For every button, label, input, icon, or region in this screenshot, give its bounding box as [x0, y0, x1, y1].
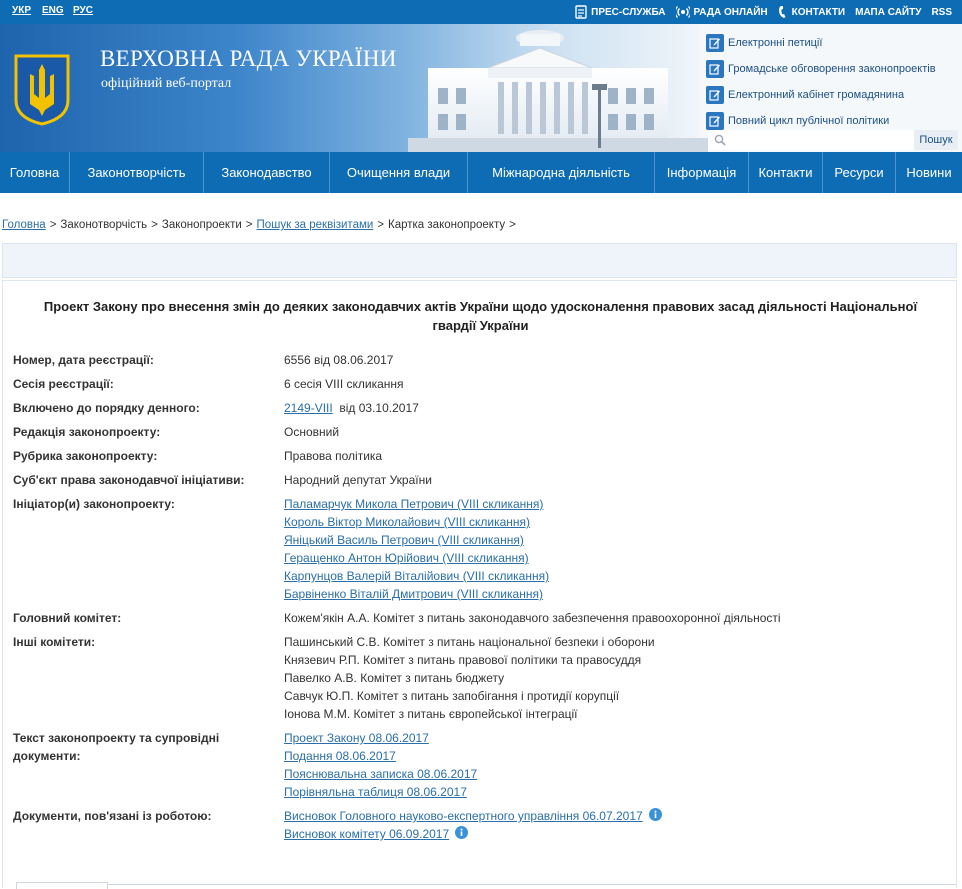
top-bar: [0, 0, 962, 24]
search-bar: [708, 130, 958, 150]
edition-value: Основний: [284, 425, 340, 439]
breadcrumb-separator: >: [245, 219, 253, 231]
lang-ukr[interactable]: УКР: [12, 5, 31, 16]
rubric-value: Правова політика: [284, 449, 383, 463]
bill-card: [2, 280, 957, 888]
public-discussion-link[interactable]: [706, 56, 956, 82]
committee-item: Іонова М.М. Комітет з питань європейської інтеграції: [284, 707, 578, 721]
rada-online-link[interactable]: [676, 5, 768, 19]
document-link[interactable]: Порівняльна таблиця 08.06.2017: [284, 785, 467, 799]
other-committees-label: Інші комітети:: [13, 635, 96, 649]
header-banner: [0, 24, 962, 152]
breadcrumb-separator: >: [151, 219, 158, 231]
main-nav: [0, 152, 962, 193]
related-item: [284, 825, 924, 843]
public-discussion-label: Громадське обговорення законопроектів: [728, 63, 936, 75]
nav-international[interactable]: Міжнародна діяльність: [468, 152, 655, 193]
lang-eng[interactable]: ENG: [42, 5, 64, 16]
document-link[interactable]: Проект Закону 08.06.2017: [284, 731, 429, 745]
texts-label-line: документи:: [13, 749, 81, 763]
committee-item: Савчук Ю.П. Комітет з питань запобігання і протидії корупції: [284, 689, 620, 703]
press-service-label: ПРЕС-СЛУЖБА: [591, 6, 666, 18]
agenda-link[interactable]: 2149-VIII: [284, 401, 333, 415]
registration-label: Номер, дата реєстрації:: [13, 353, 154, 367]
edition-label: Редакція законопроекту:: [13, 425, 161, 439]
broadcast-icon: [676, 5, 690, 19]
committee-item: Пашинський С.В. Комітет з питань національної безпеки і оборони: [284, 635, 655, 649]
breadcrumb-search[interactable]: Пошук за реквізитами: [256, 219, 374, 231]
e-petitions-link[interactable]: [706, 30, 956, 56]
info-icon[interactable]: [649, 808, 662, 821]
edit-icon: [706, 86, 724, 104]
bottom-tabs-edge: [16, 884, 956, 889]
site-subtitle: офіційний веб-портал: [101, 76, 232, 91]
committee-item: Павелко А.В. Комітет з питань бюджету: [284, 671, 505, 685]
e-petitions-label: Електронні петиції: [728, 37, 823, 49]
breadcrumb-separator: >: [49, 219, 57, 231]
nav-information[interactable]: Інформація: [655, 152, 749, 193]
info-icon[interactable]: [455, 826, 468, 839]
document-link[interactable]: Пояснювальна записка 08.06.2017: [284, 767, 478, 781]
related-item: [284, 807, 924, 825]
top-links: [575, 0, 952, 24]
session-value: 6 сесія VIII скликання: [284, 377, 404, 391]
nav-lustration[interactable]: Очищення влади: [330, 152, 468, 193]
document-icon: [575, 5, 587, 19]
initiator-link[interactable]: Карпунцов Валерій Віталійович (VIII скликання): [284, 569, 550, 583]
nav-resources[interactable]: Ресурси: [823, 152, 896, 193]
initiator-link[interactable]: Король Віктор Миколайович (VIII скликання): [284, 515, 531, 529]
coat-of-arms-icon[interactable]: [14, 54, 70, 126]
rada-online-label: РАДА ОНЛАЙН: [693, 6, 768, 18]
breadcrumb-lawmaking: Законотворчість: [60, 219, 148, 231]
other-committees-list: [284, 633, 924, 723]
rss-label: RSS: [931, 6, 952, 18]
texts-label-line: Текст законопроекту та супровідні: [13, 731, 220, 745]
initiator-link[interactable]: Яніцький Василь Петрович (VIII скликання): [284, 533, 524, 547]
parliament-building-image: [408, 28, 708, 152]
related-list: [284, 807, 924, 843]
main-committee-value: Кожем'якін А.А. Комітет з питань законодавчого забезпечення правоохоронної діяльності: [284, 611, 781, 625]
breadcrumb-card: Картка законопроекту: [388, 219, 506, 231]
agenda-date: від 03.10.2017: [339, 401, 419, 415]
subject-label: Суб'єкт права законодавчої ініціативи:: [13, 473, 245, 487]
nav-news[interactable]: Новини: [906, 165, 952, 180]
nav-home[interactable]: Головна: [0, 152, 70, 193]
policy-cycle-label: Повний цикл публічної політики: [728, 115, 890, 127]
related-doc-link[interactable]: Висновок комітету 06.09.2017: [284, 827, 450, 841]
rubric-label: Рубрика законопроекту:: [13, 449, 158, 463]
rss-link[interactable]: [931, 7, 952, 18]
sitemap-label: МАПА САЙТУ: [855, 6, 922, 18]
initiator-link[interactable]: Паламарчук Микола Петрович (VIII скликання): [284, 497, 544, 511]
session-label: Сесія реєстрації:: [13, 377, 114, 391]
related-doc-link[interactable]: Висновок Головного науково-експертного управління 06.07.2017: [284, 809, 643, 823]
nav-contacts[interactable]: Контакти: [749, 152, 823, 193]
main-committee-label: Головний комітет:: [13, 611, 122, 625]
search-field: [708, 130, 914, 150]
breadcrumb-bills: Законопроекти: [161, 219, 242, 231]
phone-icon: [778, 5, 788, 19]
content-header-panel: [2, 243, 957, 278]
edit-icon: [706, 112, 724, 130]
agenda-label: Включено до порядку денного:: [13, 401, 200, 415]
registration-value: 6556 від 08.06.2017: [284, 353, 394, 367]
committee-item: Князевич Р.П. Комітет з питань правової політики та правосуддя: [284, 653, 642, 667]
initiator-link[interactable]: Барвіненко Віталій Дмитрович (VIII скликання): [284, 587, 543, 601]
related-label: Документи, пов'язані із роботою:: [13, 809, 212, 823]
breadcrumb-separator: >: [377, 219, 385, 231]
site-title[interactable]: ВЕРХОВНА РАДА УКРАЇНИ: [100, 46, 397, 71]
search-button[interactable]: Пошук: [914, 130, 958, 150]
contacts-label: КОНТАКТИ: [791, 6, 846, 18]
subject-value: Народний депутат України: [284, 473, 432, 487]
initiators-list: [284, 495, 924, 603]
external-services: [706, 30, 956, 134]
edit-icon: [706, 34, 724, 52]
document-link[interactable]: Подання 08.06.2017: [284, 749, 396, 763]
citizen-cabinet-label: Електронний кабінет громадянина: [728, 89, 905, 101]
breadcrumb: [2, 219, 520, 231]
bill-title: Проект Закону про внесення змін до деяких законодавчих актів України щодо удосконалення правових засад діяльності Національної гвардії України: [43, 299, 918, 333]
search-input[interactable]: [708, 130, 914, 150]
press-service-link[interactable]: [575, 5, 665, 19]
initiator-link[interactable]: Геращенко Антон Юрійович (VIII скликання): [284, 551, 529, 565]
texts-list: [284, 729, 924, 801]
sitemap-link[interactable]: [855, 7, 921, 18]
search-icon: [714, 134, 726, 146]
breadcrumb-home[interactable]: Головна: [2, 219, 46, 231]
citizen-cabinet-link[interactable]: [706, 82, 956, 108]
edit-icon: [706, 60, 724, 78]
agenda-value: [284, 399, 924, 417]
contacts-link[interactable]: [778, 5, 845, 19]
initiators-label: Ініціатор(и) законопроекту:: [13, 497, 175, 511]
nav-legislation[interactable]: Законодавство: [204, 152, 330, 193]
texts-label: [13, 729, 273, 765]
breadcrumb-separator: >: [509, 219, 516, 231]
lang-rus[interactable]: РУС: [73, 5, 93, 16]
nav-lawmaking[interactable]: Законотворчість: [70, 152, 204, 193]
